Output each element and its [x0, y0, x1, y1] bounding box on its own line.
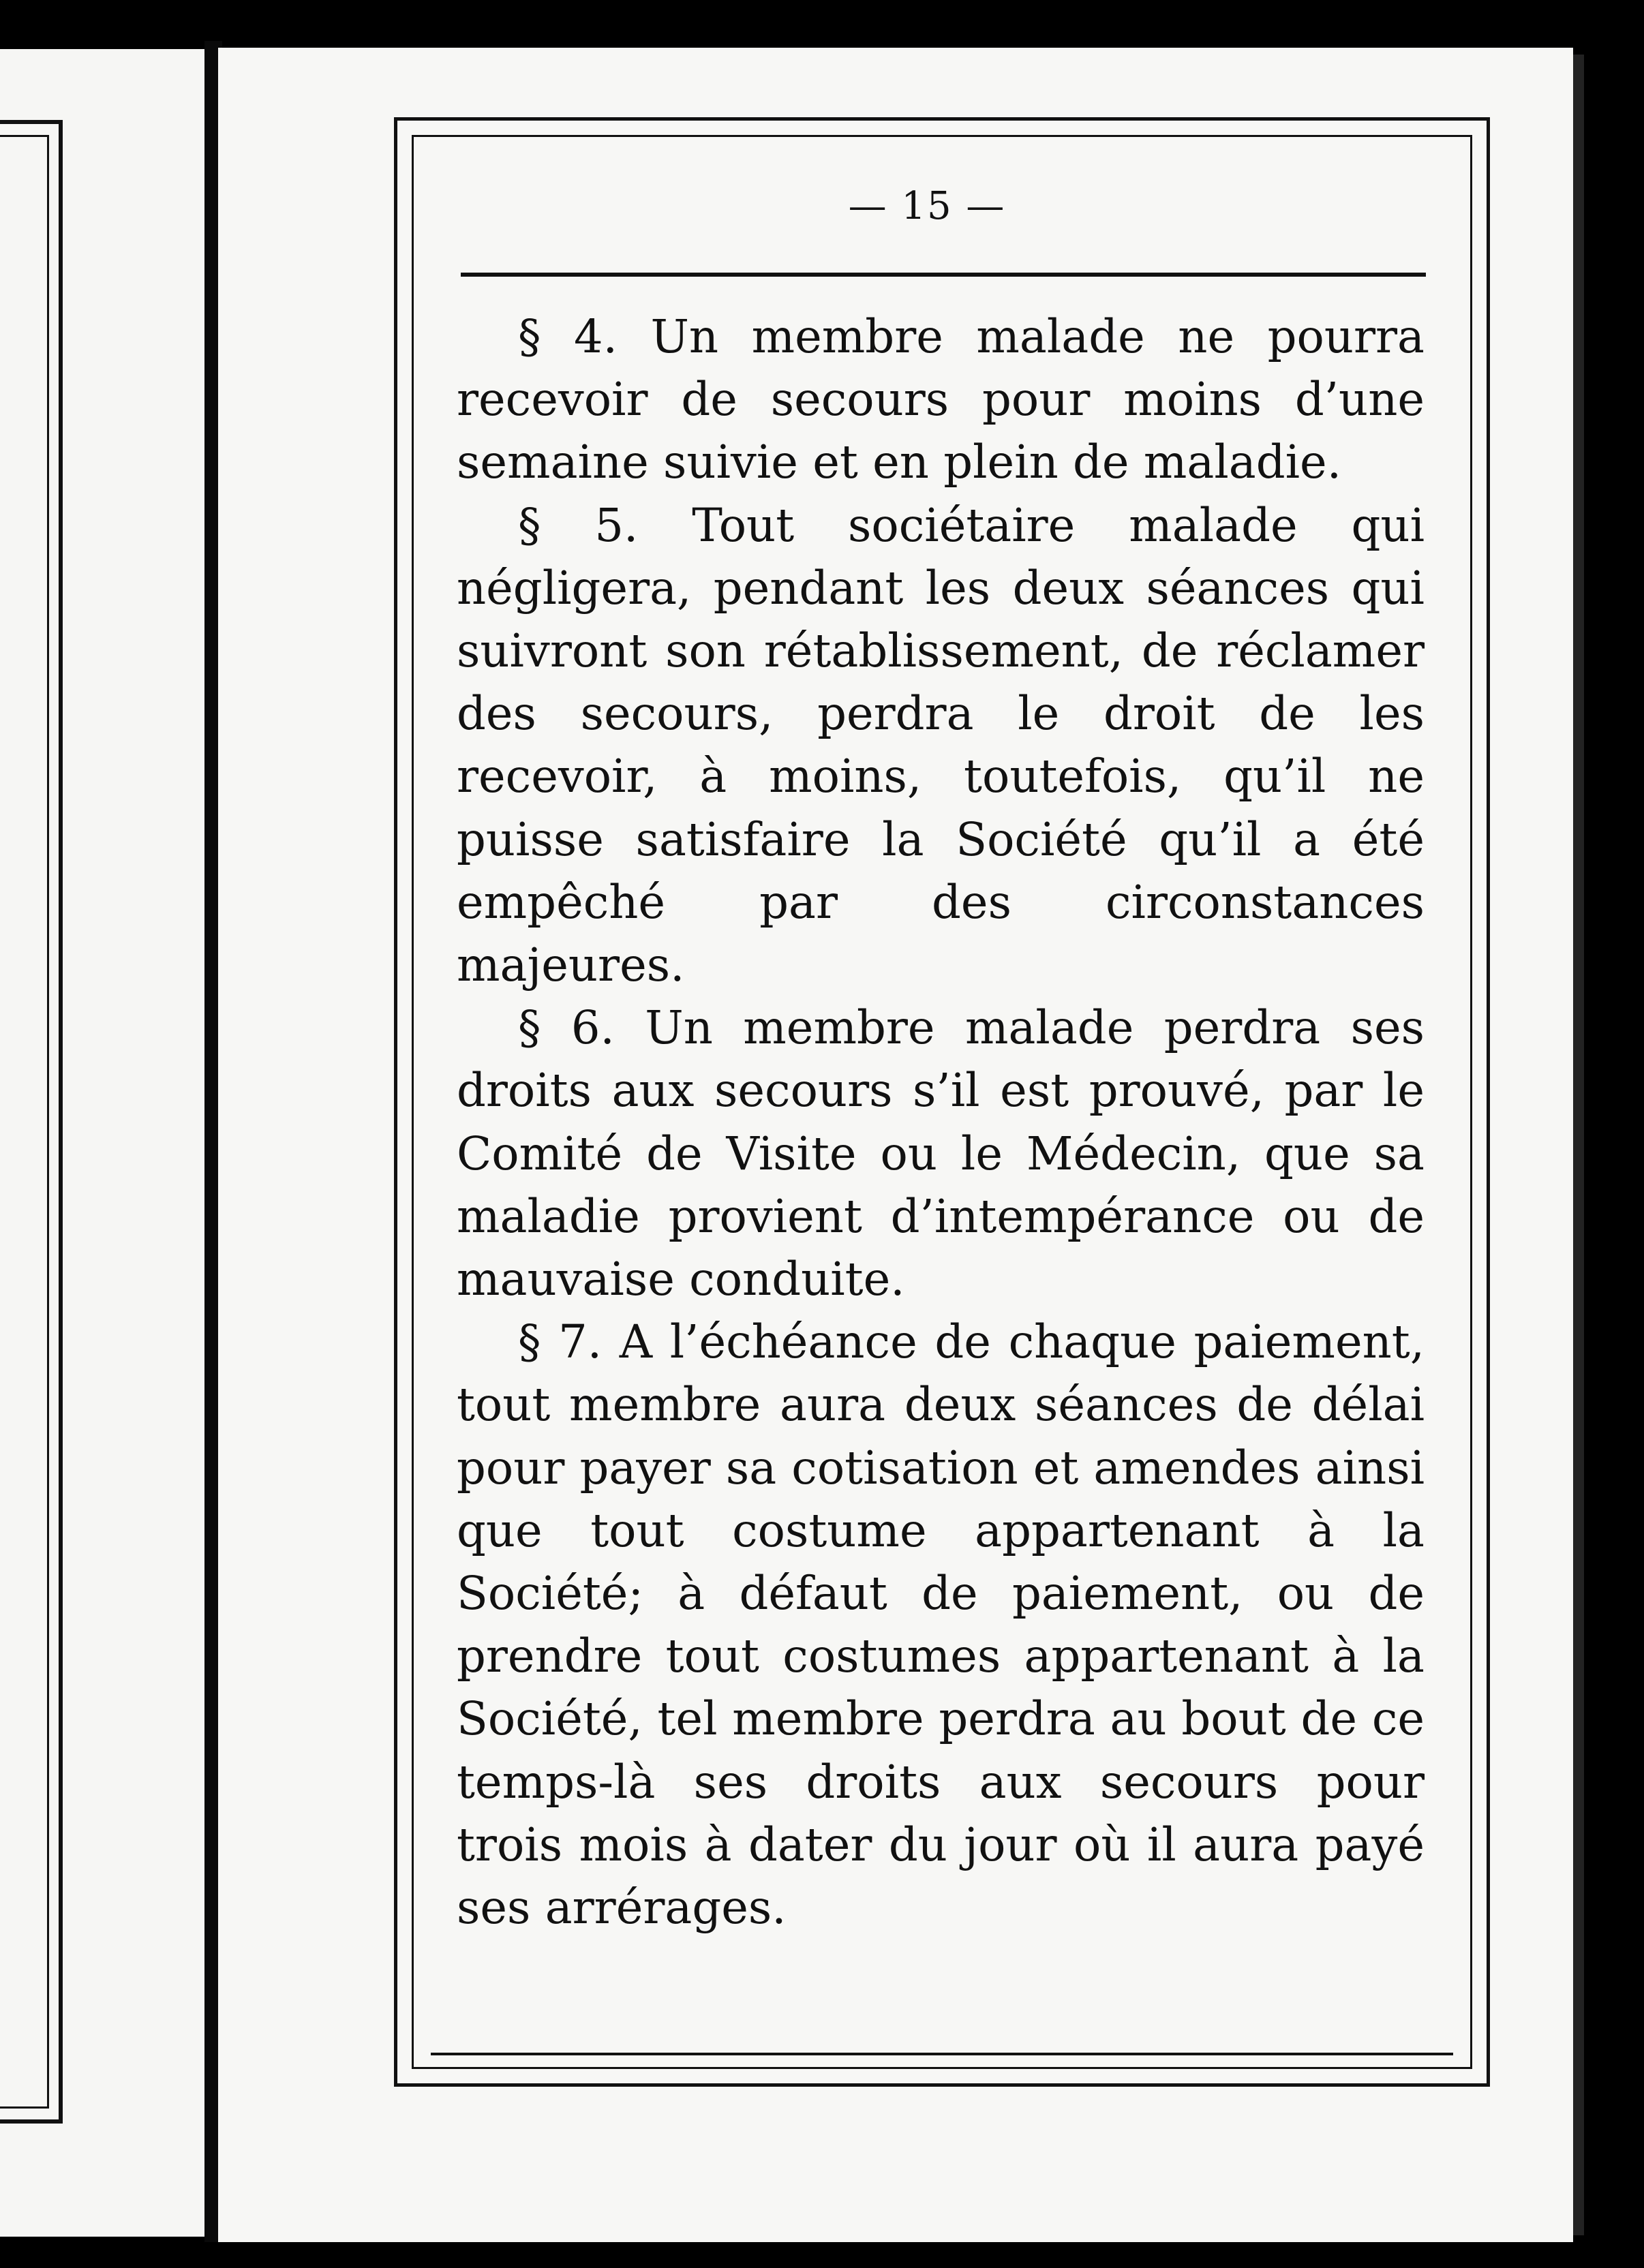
page-edge-shadow [1573, 55, 1584, 2235]
paragraph-article-7: § 7. A l’échéance de chaque paiement, tout membre aura deux séances de délai pour payer sa cotisation et amendes ainsi que tout costume appartenant à la Société; à défaut de paiement, ou de prendre tout costumes appartenant à la Société, tel membre perdra au bout de ce temps-là ses droits aux secours pour trois mois à dater du jour où il aura payé ses arrérages. [457, 1315, 1425, 1935]
footer-rule [431, 2053, 1453, 2055]
paragraph-article-6: § 6. Un membre malade perdra ses droits aux secours s’il est prouvé, par le Comité de Visite ou le Médecin, que sa maladie provient d’intempérance ou de mauvaise conduite. [457, 1001, 1425, 1306]
previous-page-inner-frame [0, 135, 49, 2109]
body-text [457, 305, 1425, 1939]
page-number: — 15 — [848, 184, 1006, 228]
header-rule [461, 273, 1426, 277]
paragraph-article-4: § 4. Un membre malade ne pourra recevoir de secours pour moins d’une semaine suivie et en plein de maladie. [457, 310, 1425, 489]
paragraph-article-5: § 5. Tout sociétaire malade qui négligera, pendant les deux séances qui suivront son rétablissement, de réclamer des secours, perdra le droit de les recevoir, à moins, toutefois, qu’il ne puisse satisfaire la Société qu’il a été empêché par des circonstances majeures. [457, 498, 1425, 992]
previous-page-edge [0, 49, 204, 2237]
